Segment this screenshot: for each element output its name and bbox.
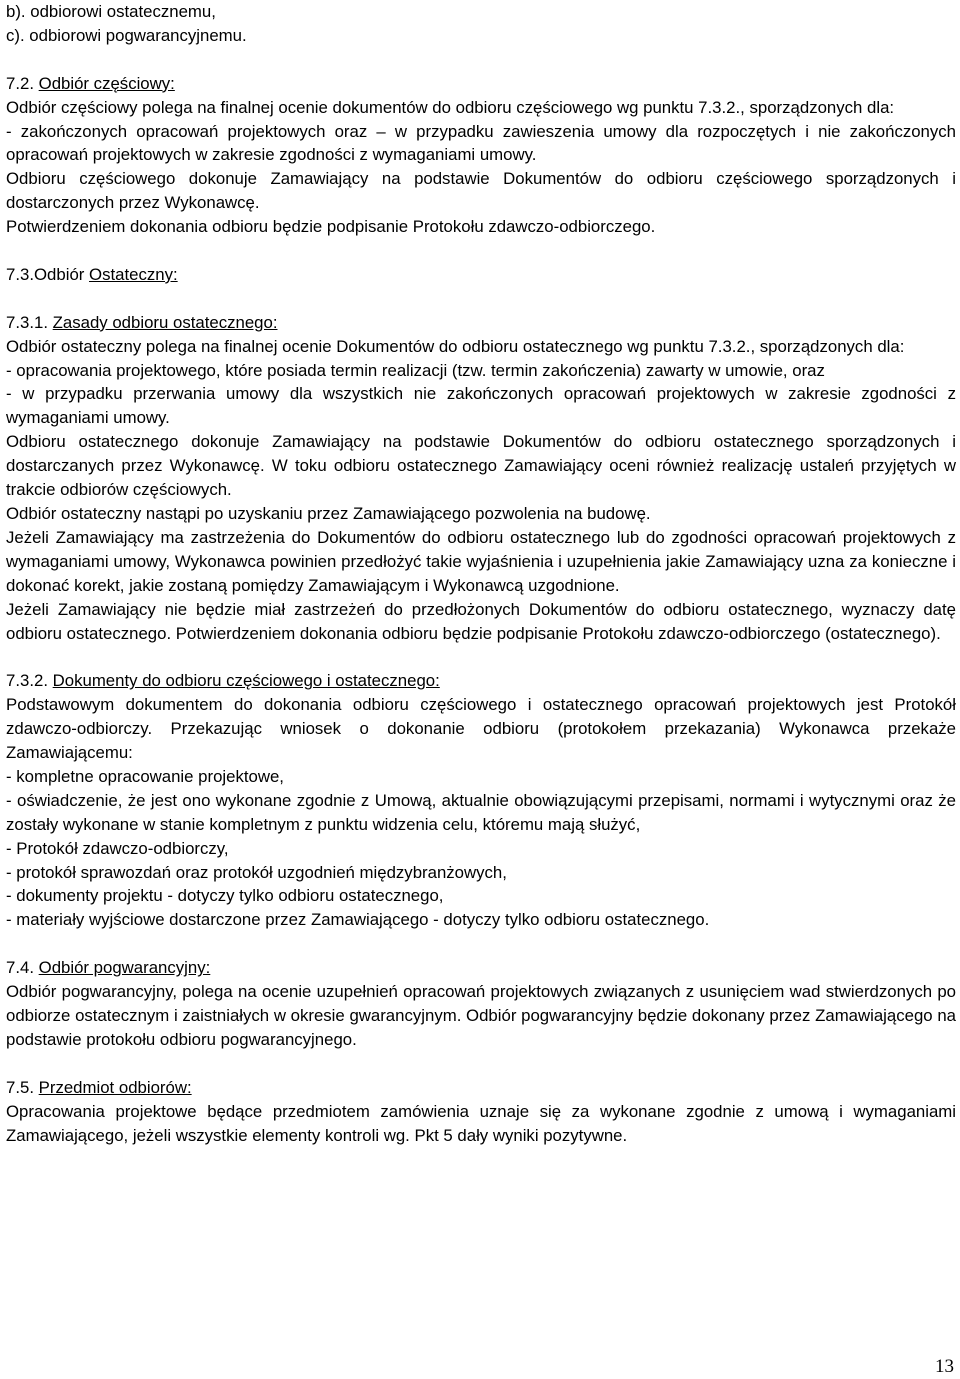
section-7-3-1-heading: 7.3.1. Zasady odbioru ostatecznego:: [6, 312, 278, 332]
paragraph: Opracowania projektowe będące przedmiotem zamówienia uznaje się za wykonane zgodnie z umową i wymaganiami Zamawiającego, jeżeli wszystkie elementy kontroli wg. Pkt 5 dały wyniki pozytywne.: [6, 1101, 956, 1145]
list-item: - protokół sprawozdań oraz protokół uzgodnień międzybranżowych,: [6, 862, 507, 882]
list-item: - oświadczenie, że jest ono wykonane zgodnie z Umową, aktualnie obowiązującymi przepisami, normami i wytycznymi oraz że zostały wykonane w stanie kompletnym z punktu widzenia celu, któremu mają służyć,: [6, 790, 956, 834]
list-item: - dokumenty projektu - dotyczy tylko odbioru ostatecznego,: [6, 886, 444, 906]
paragraph: - opracowania projektowego, które posiada termin realizacji (tzw. termin zakończenia) zawarty w umowie, oraz: [6, 360, 825, 380]
paragraph: Odbiór częściowy polega na finalnej ocenie dokumentów do odbioru częściowego wg punktu 7.3.2., sporządzonych dla:: [6, 97, 895, 117]
section-7-3-heading: 7.3.Odbiór Ostateczny:: [6, 264, 178, 284]
spacer: [6, 287, 956, 311]
spacer: [6, 932, 956, 956]
paragraph: Odbioru ostatecznego dokonuje Zamawiający na podstawie Dokumentów do odbioru ostatecznego sporządzonych i dostarczanych przez Wykonawcę. W toku odbioru ostatecznego Zamawiający oceni również realizację ustaleń przyjętych w trakcie odbiorów częściowych.: [6, 432, 956, 500]
spacer: [6, 48, 956, 72]
section-7-5-heading: 7.5. Przedmiot odbiorów:: [6, 1077, 192, 1097]
spacer: [6, 1052, 956, 1076]
document-page: [6, 0, 956, 1147]
page-number: 13: [935, 1356, 954, 1377]
spacer: [6, 239, 956, 263]
spacer: [6, 645, 956, 669]
section-7-4-heading: 7.4. Odbiór pogwarancyjny:: [6, 958, 211, 978]
paragraph: Jeżeli Zamawiający ma zastrzeżenia do Dokumentów do odbioru ostatecznego lub do zgodności opracowań projektowych z wymaganiami umowy, Wykonawca powinien przedłożyć takie wyjaśnienia i uzupełnienia jakie Zamawiający uzna za konieczne i dokonać korekt, jakie zostaną pomiędzy Zamawiającym i Wykonawcą uzgodnione.: [6, 527, 956, 595]
paragraph: Potwierdzeniem dokonania odbioru będzie podpisanie Protokołu zdawczo-odbiorczego.: [6, 217, 656, 237]
list-item: - materiały wyjściowe dostarczone przez Zamawiającego - dotyczy tylko odbioru ostatecznego.: [6, 910, 710, 930]
list-item: - kompletne opracowanie projektowe,: [6, 766, 284, 786]
paragraph: Odbioru częściowego dokonuje Zamawiający na podstawie Dokumentów do odbioru częściowego sporządzonych i dostarczonych przez Wykonawcę.: [6, 169, 956, 213]
section-7-3-2-heading: 7.3.2. Dokumenty do odbioru częściowego i ostatecznego:: [6, 671, 440, 691]
list-item: - Protokół zdawczo-odbiorczy,: [6, 838, 229, 858]
paragraph: Podstawowym dokumentem do dokonania odbioru częściowego i ostatecznego opracowań projektowych jest Protokół zdawczo-odbiorczy. Przekazując wniosek o dokonanie odbioru (protokołem przekazania) Wykonawca przekaże Zamawiającemu:: [6, 695, 956, 763]
paragraph: - zakończonych opracowań projektowych oraz – w przypadku zawieszenia umowy dla rozpoczętych i nie zakończonych opracowań projektowych w zakresie zgodności z wymaganiami umowy.: [6, 121, 956, 165]
section-7-2-heading: 7.2. Odbiór częściowy:: [6, 73, 175, 93]
list-item: b). odbiorowi ostatecznemu,: [6, 2, 216, 21]
paragraph: - w przypadku przerwania umowy dla wszystkich nie zakończonych opracowań projektowych w zakresie zgodności z wymaganiami umowy.: [6, 384, 956, 428]
paragraph: Odbiór ostateczny polega na finalnej ocenie Dokumentów do odbioru ostatecznego wg punktu 7.3.2., sporządzonych dla:: [6, 336, 905, 356]
paragraph: Odbiór ostateczny nastąpi po uzyskaniu przez Zamawiającego pozwolenia na budowę.: [6, 503, 651, 523]
list-item: c). odbiorowi pogwarancyjnemu.: [6, 25, 247, 45]
paragraph: Odbiór pogwarancyjny, polega na ocenie uzupełnień opracowań projektowych związanych z usunięciem wad stwierdzonych po odbiorze ostatecznym i zaistniałych w okresie gwarancyjnym. Odbiór pogwarancyjny będzie dokonany przez Zamawiającego na podstawie protokołu odbioru pogwarancyjnego.: [6, 982, 956, 1049]
paragraph: Jeżeli Zamawiający nie będzie miał zastrzeżeń do przedłożonych Dokumentów do odbioru ostatecznego, wyznaczy datę odbioru ostatecznego. Potwierdzeniem dokonania odbioru będzie podpisanie Protokołu zdawczo-odbiorczego (ostatecznego).: [6, 599, 956, 643]
